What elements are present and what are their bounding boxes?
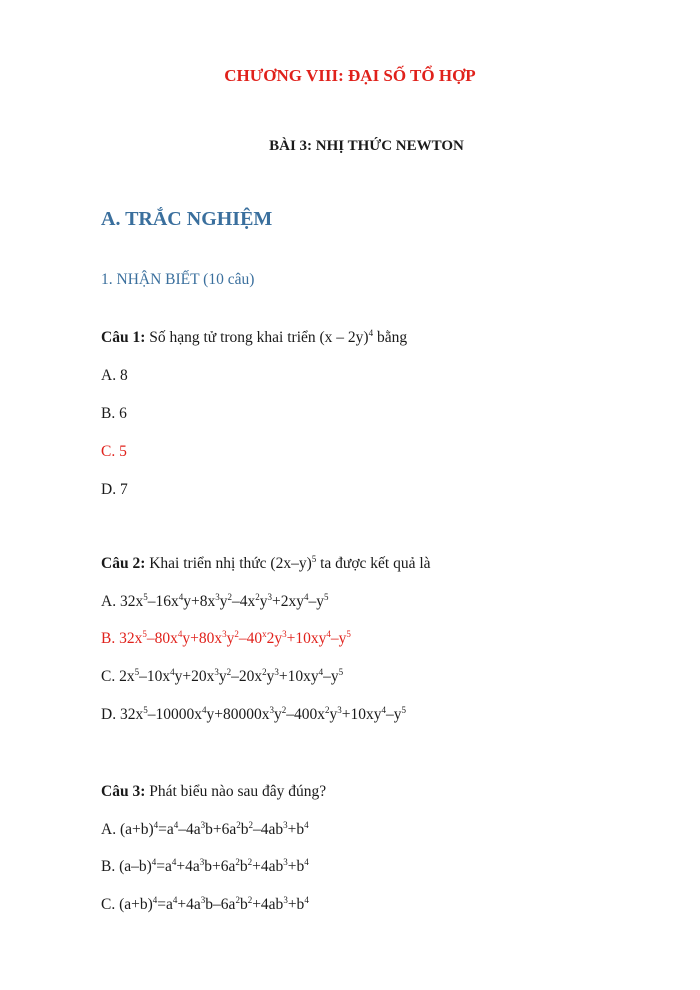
exponent: 5 <box>346 629 351 639</box>
exponent: 4 <box>201 705 207 715</box>
expr-part: =a <box>158 821 174 838</box>
exponent: 3 <box>274 667 279 677</box>
exponent: 4 <box>151 857 157 867</box>
expr-part: b <box>239 858 248 875</box>
question-3 <box>101 782 326 802</box>
expr-part: y+80000x <box>206 706 270 723</box>
exponent: 2 <box>235 895 240 905</box>
exponent: 3 <box>283 857 288 867</box>
question-text: Số hạng tử trong khai triển (x – 2y) <box>145 329 369 346</box>
expr-part: +10xy <box>286 630 327 647</box>
exponent: 4 <box>170 667 175 677</box>
expr-part: A. 32x <box>101 593 144 610</box>
exponent: 4 <box>173 820 179 830</box>
q2-option-d <box>101 705 406 725</box>
question-label: Câu 2: <box>101 555 146 572</box>
expr-part: C. 2x <box>101 668 135 685</box>
q2-option-c <box>101 667 343 687</box>
exponent: 5 <box>142 629 147 639</box>
expr-part: C. (a+b) <box>101 896 153 913</box>
question-text: Phát biểu nào sau đây đúng? <box>145 783 327 800</box>
question-label: Câu 3: <box>101 783 146 800</box>
exponent: 4 <box>171 857 177 867</box>
expr-part: y+80x <box>182 630 223 647</box>
expr-part: –4ab <box>253 821 284 838</box>
lesson-title: BÀI 3: NHỊ THỨC NEWTON <box>269 138 464 154</box>
expr-part: b+6a <box>204 858 236 875</box>
exponent: 3 <box>283 895 288 905</box>
expr-part: B. 32x <box>101 630 143 647</box>
exponent: 4 <box>381 705 386 715</box>
exponent: 4 <box>172 895 178 905</box>
exponent: 2 <box>234 629 239 639</box>
expr-part: +10xy <box>341 706 382 723</box>
expr-part: –16x <box>147 593 179 610</box>
exponent: 3 <box>214 667 219 677</box>
expr-part: +4a <box>177 896 201 913</box>
exponent: x <box>262 629 267 639</box>
exponent: 3 <box>282 629 287 639</box>
exponent: 2 <box>235 857 240 867</box>
exponent: 4 <box>152 895 158 905</box>
question-text: ta được kết quả là <box>316 555 431 572</box>
exponent: 2 <box>255 592 260 602</box>
expr-part: 2y <box>266 630 283 647</box>
expr-part: –y <box>330 630 347 647</box>
exponent: 5 <box>143 705 148 715</box>
expr-part: y <box>218 668 227 685</box>
exponent: 4 <box>326 629 331 639</box>
expr-part: +4ab <box>252 896 284 913</box>
expr-part: D. 32x <box>101 706 144 723</box>
exponent: 4 <box>153 820 159 830</box>
exponent: 3 <box>215 592 220 602</box>
exponent: 4 <box>304 820 309 830</box>
exponent: 5 <box>143 592 148 602</box>
exponent: 2 <box>226 667 232 677</box>
exponent: 4 <box>304 857 309 867</box>
exponent: 3 <box>269 705 274 715</box>
expr-part: y <box>259 593 268 610</box>
q2-option-a <box>101 592 328 612</box>
exponent: 5 <box>323 592 329 602</box>
expr-part: B. (a–b) <box>101 858 152 875</box>
expr-part: –10000x <box>147 706 202 723</box>
exponent: 4 <box>178 592 184 602</box>
exponent: 2 <box>324 705 330 715</box>
exponent: 2 <box>281 705 287 715</box>
exponent: 4 <box>304 895 309 905</box>
expr-part: –400x <box>286 706 325 723</box>
q1-option-d: D. 7 <box>101 481 128 498</box>
expr-part: y <box>273 706 282 723</box>
q1-option-c-correct: C. 5 <box>101 443 127 460</box>
expr-part: –4x <box>231 593 256 610</box>
expr-part: –y <box>385 706 402 723</box>
expr-part: –y <box>308 593 324 610</box>
q2-option-b-correct <box>101 629 351 649</box>
expr-part: –40 <box>238 630 263 647</box>
exponent: 3 <box>283 820 288 830</box>
expr-part: +2xy <box>271 593 304 610</box>
exponent: 5 <box>134 667 140 677</box>
q1-option-a: A. 8 <box>101 367 128 384</box>
exponent: 5 <box>338 667 344 677</box>
exponent: 3 <box>222 629 227 639</box>
expr-part: b+6a <box>205 821 237 838</box>
exponent: 2 <box>262 667 267 677</box>
expr-part: –4a <box>178 821 201 838</box>
expr-part: +10xy <box>278 668 319 685</box>
exponent: 2 <box>227 592 232 602</box>
expr-part: +b <box>287 821 305 838</box>
exponent: 3 <box>200 895 206 905</box>
expr-part: –10x <box>139 668 171 685</box>
expr-part: +b <box>287 896 305 913</box>
exponent: 4 <box>303 592 309 602</box>
question-label: Câu 1: <box>101 329 146 346</box>
expr-part: y <box>226 630 235 647</box>
expr-part: y <box>219 593 228 610</box>
expr-part: A. (a+b) <box>101 821 154 838</box>
expr-part: =a <box>156 858 172 875</box>
exponent: 4 <box>177 629 183 639</box>
exponent: 2 <box>247 857 253 867</box>
expr-part: +4a <box>176 858 200 875</box>
q1-option-b: B. 6 <box>101 405 127 422</box>
expr-part: y <box>329 706 338 723</box>
expr-part: y <box>266 668 275 685</box>
exponent: 4 <box>368 328 374 338</box>
expr-part: b <box>239 896 248 913</box>
expr-part: b–6a <box>205 896 236 913</box>
q3-option-c <box>101 895 309 915</box>
exponent: 2 <box>248 820 254 830</box>
exponent: 2 <box>236 820 241 830</box>
expr-part: =a <box>157 896 173 913</box>
exponent: 3 <box>199 857 205 867</box>
subsection-title: 1. NHẬN BIẾT (10 câu) <box>101 271 255 288</box>
exponent: 3 <box>267 592 272 602</box>
expr-part: –80x <box>146 630 178 647</box>
expr-part: +b <box>287 858 305 875</box>
expr-part: y+20x <box>174 668 215 685</box>
exponent: 2 <box>247 895 253 905</box>
chapter-title: CHƯƠNG VIII: ĐẠI SỐ TỔ HỢP <box>224 66 476 85</box>
exponent: 5 <box>311 554 317 564</box>
expr-part: +4ab <box>252 858 284 875</box>
question-text: Khai triển nhị thức (2x–y) <box>145 555 312 572</box>
expr-part: b <box>240 821 249 838</box>
question-1 <box>101 328 407 348</box>
expr-part: –y <box>323 668 339 685</box>
exponent: 5 <box>401 705 406 715</box>
expr-part: y+8x <box>183 593 216 610</box>
exponent: 4 <box>318 667 324 677</box>
section-title: A. TRẮC NGHIỆM <box>101 208 273 230</box>
question-text: bằng <box>373 329 408 346</box>
q3-option-a <box>101 820 309 840</box>
exponent: 3 <box>337 705 342 715</box>
exponent: 3 <box>200 820 206 830</box>
q3-option-b <box>101 857 309 877</box>
expr-part: –20x <box>231 668 263 685</box>
question-2 <box>101 554 431 574</box>
